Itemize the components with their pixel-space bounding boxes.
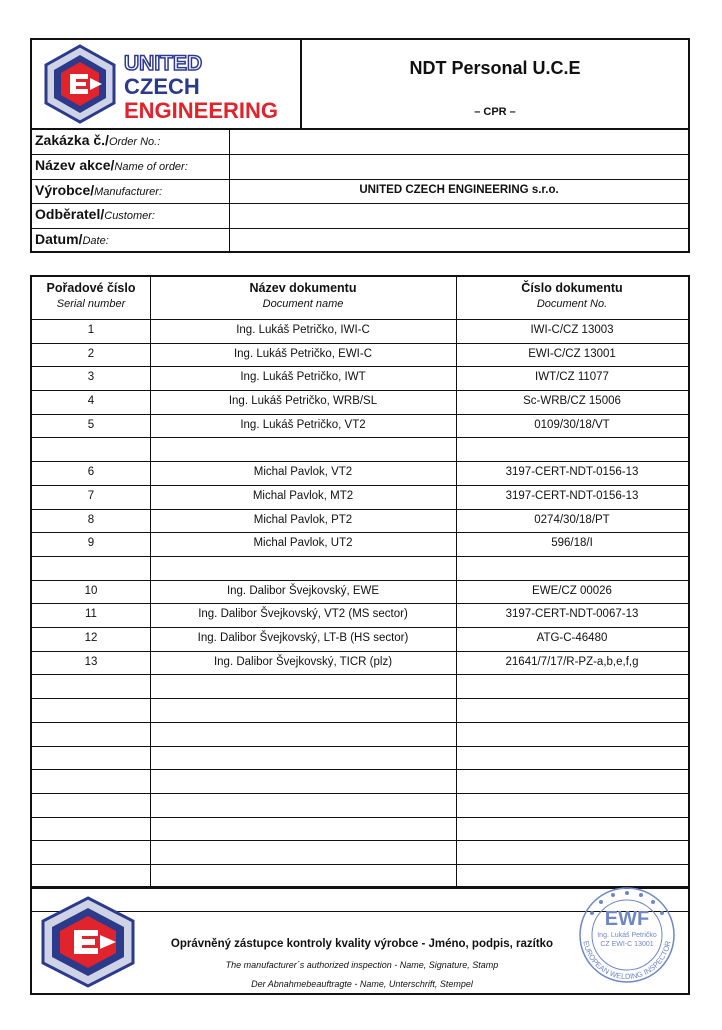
- cell-document-name: Ing. Dalibor Švejkovský, LT-B (HS sector): [197, 632, 409, 645]
- table-row: [32, 627, 688, 652]
- stamp-ring-text: EUROPEAN WELDING INSPECTOR: [581, 939, 673, 982]
- table-row: [32, 840, 688, 865]
- table-row: [32, 438, 688, 463]
- stamp-number-text: CZ EWI-C 13001: [600, 941, 654, 948]
- logo-text-czech: CZECH: [124, 74, 200, 99]
- footer-text-en: The manufacturer´s authorized inspection - Name, Signature, Stamp: [225, 960, 499, 970]
- cell-document-name: Ing. Lukáš Petričko, WRB/SL: [228, 395, 378, 408]
- cell-serial: 2: [87, 347, 95, 360]
- cell-document-name: Michal Pavlok, PT2: [253, 513, 353, 526]
- order-info-block: [30, 130, 690, 253]
- document-header: [30, 38, 690, 130]
- cell-serial: 10: [84, 584, 98, 597]
- cell-document-no: 21641/7/17/R-PZ-a,b,e,f,g: [505, 655, 639, 668]
- page-title: NDT Personal U.C.E: [409, 58, 581, 78]
- table-row: [32, 580, 688, 605]
- cell-document-name: Ing. Dalibor Švejkovský, TICR (plz): [213, 655, 393, 668]
- table-row: [32, 390, 688, 415]
- cell-serial: 4: [87, 395, 95, 408]
- cell-serial: 3: [87, 371, 95, 384]
- footer-text-cz: Oprávněný zástupce kontroly kvality výrobce - Jméno, podpis, razítko: [170, 938, 554, 950]
- cell-document-no: Sc-WRB/CZ 15006: [523, 395, 621, 408]
- info-label: Název akce/Name of order:: [35, 157, 188, 174]
- info-row-order-no: [32, 130, 688, 154]
- uce-emblem-icon: [38, 896, 138, 988]
- table-row: [32, 319, 688, 344]
- table-row: [32, 769, 688, 794]
- stamp-center-text: EWF: [604, 908, 650, 930]
- cell-document-no: 0109/30/18/VT: [534, 418, 610, 431]
- uce-logo: [32, 40, 302, 128]
- cell-document-no: 596/18/I: [551, 537, 593, 550]
- cell-document-no: 0274/30/18/PT: [534, 513, 610, 526]
- signature-footer: [30, 888, 690, 995]
- page-subtitle: – CPR –: [474, 106, 516, 118]
- table-row: [32, 793, 688, 818]
- info-label: Zakázka č./Order No.:: [35, 132, 161, 148]
- table-row: [32, 532, 688, 557]
- info-label: Odběratel/Customer:: [35, 206, 155, 223]
- cell-document-name: Ing. Dalibor Švejkovský, VT2 (MS sector): [198, 608, 408, 621]
- logo-text-united: UNITED: [124, 52, 203, 75]
- cell-serial: 1: [87, 324, 95, 336]
- info-row-order-name: [32, 154, 688, 179]
- column-header-document-no: Číslo dokumentu Document No.: [521, 281, 623, 310]
- stamp-name-text: Ing. Lukáš Petričko: [597, 932, 657, 939]
- cell-document-no: 3197-CERT-NDT-0067-13: [505, 608, 639, 621]
- table-row: [32, 651, 688, 676]
- cell-serial: 7: [87, 489, 95, 502]
- table-row: [32, 698, 688, 723]
- table-row: [32, 722, 688, 747]
- header-logo-cell: [32, 40, 302, 128]
- info-row-customer: [32, 203, 688, 228]
- info-row-manufacturer: [32, 179, 688, 204]
- logo-text-engineering: ENGINEERING: [124, 98, 279, 123]
- cell-serial: 11: [85, 608, 97, 621]
- cell-document-name: Michal Pavlok, MT2: [252, 489, 354, 502]
- cell-document-no: ATG-C-46480: [536, 632, 608, 645]
- cell-document-no: 3197-CERT-NDT-0156-13: [505, 466, 639, 479]
- table-row: [32, 366, 688, 391]
- cell-serial: 13: [84, 655, 98, 668]
- cell-document-name: Ing. Dalibor Švejkovský, EWE: [226, 584, 380, 597]
- cell-document-name: Michal Pavlok, UT2: [253, 537, 353, 550]
- table-row: [32, 746, 688, 771]
- table-row: [32, 556, 688, 581]
- cell-serial: 8: [87, 513, 95, 526]
- cell-document-name: Ing. Lukáš Petričko, VT2: [240, 418, 366, 431]
- cell-document-name: Ing. Lukáš Petričko, EWI-C: [233, 347, 373, 360]
- info-value-manufacturer: UNITED CZECH ENGINEERING s.r.o.: [359, 183, 559, 196]
- footer-text-de: Der Abnahmebeauftragte - Name, Unterschrift, Stempel: [251, 979, 473, 989]
- info-label: Výrobce/Manufacturer:: [35, 181, 163, 198]
- cell-document-no: IWI-C/CZ 13003: [530, 324, 614, 336]
- table-row: [32, 603, 688, 628]
- info-row-date: [32, 228, 688, 253]
- table-row: [32, 414, 688, 439]
- column-header-document-name: Název dokumentu Document name: [249, 281, 357, 310]
- documents-table: [30, 275, 690, 888]
- info-label: Datum/Date:: [35, 230, 109, 247]
- table-row: [32, 461, 688, 486]
- table-row: [32, 509, 688, 534]
- header-title-cell: [302, 40, 688, 128]
- table-row: [32, 675, 688, 700]
- cell-serial: 5: [87, 418, 95, 431]
- ewf-stamp-icon: [567, 885, 687, 985]
- cell-document-name: Ing. Lukáš Petričko, IWT: [240, 371, 366, 384]
- table-row: [32, 485, 688, 510]
- table-row: [32, 343, 688, 368]
- column-header-serial: Pořadové číslo Serial number: [46, 281, 136, 310]
- table-row: [32, 817, 688, 842]
- cell-serial: 6: [87, 466, 95, 479]
- cell-serial: 12: [84, 632, 98, 645]
- cell-document-no: IWT/CZ 11077: [535, 371, 609, 384]
- cell-serial: 9: [87, 537, 95, 550]
- cell-document-no: EWI-C/CZ 13001: [528, 347, 616, 360]
- cell-document-name: Ing. Lukáš Petričko, IWI-C: [236, 324, 370, 336]
- cell-document-no: 3197-CERT-NDT-0156-13: [505, 489, 639, 502]
- cell-document-name: Michal Pavlok, VT2: [253, 466, 353, 479]
- cell-document-no: EWE/CZ 00026: [532, 584, 612, 597]
